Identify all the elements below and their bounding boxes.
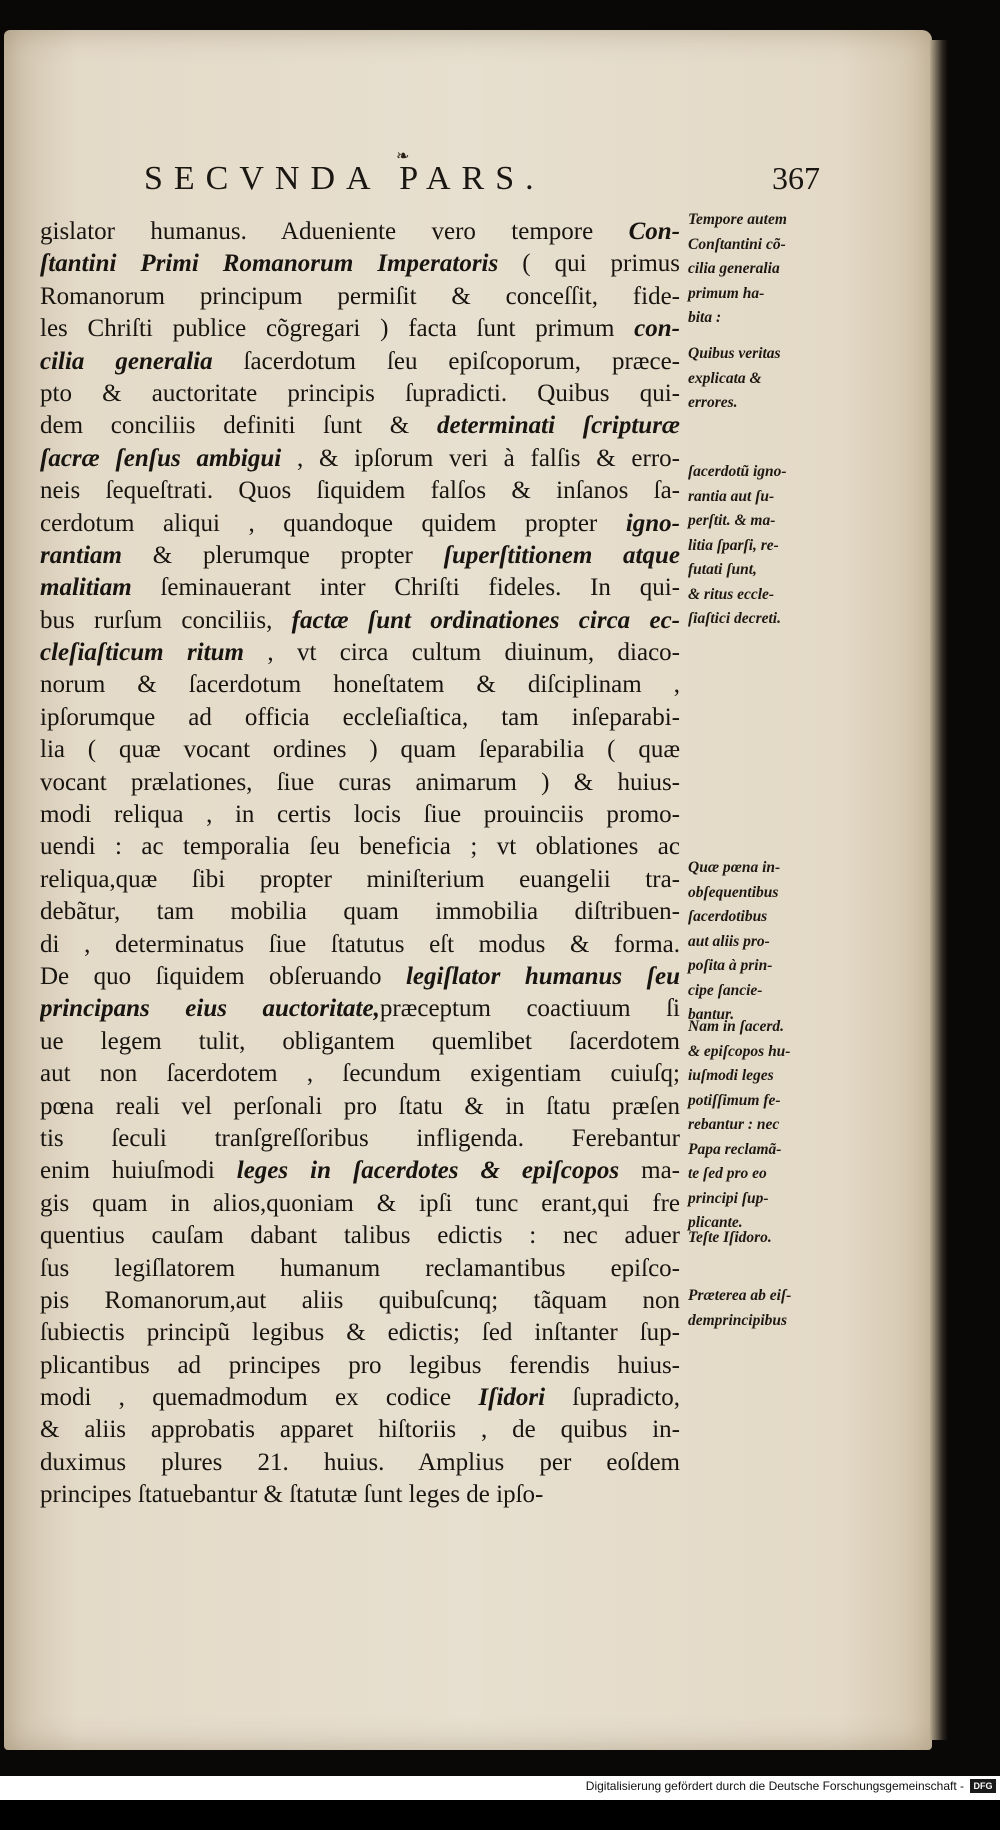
text-segment: tis ſeculi tranſgreſſoribus infligenda. Ferebantur [40, 1124, 680, 1152]
italic-segment: legiſlator humanus ſeu [405, 962, 680, 990]
margin-note-line: & ritus eccle- [688, 585, 775, 603]
dfg-logo: DFG [970, 1779, 996, 1793]
text-segment: bus rurſum conciliis, [40, 606, 292, 634]
text-segment: ue legem tulit, obligantem quemlibet ſacerdotem [40, 1027, 680, 1055]
italic-segment: ſacræ ſenſus ambigui [40, 444, 282, 472]
margin-note-line: primum ha- [688, 284, 765, 302]
ornament-mark: ❧ [396, 148, 410, 165]
text-line [40, 1058, 680, 1090]
italic-segment: cleſiaſticum ritum [40, 639, 244, 667]
italic-segment: igno- [625, 509, 680, 537]
margin-note-line: Quibus veritas [688, 345, 781, 362]
running-title: SECVNDA PARS. [144, 160, 545, 197]
margin-note-line: bantur. [688, 1006, 735, 1023]
italic-segment: Iſidori [478, 1384, 546, 1412]
text-segment: dem conciliis definiti ſunt & [40, 412, 437, 440]
margin-note-line: cipe ſancie- [688, 981, 763, 999]
text-line [40, 540, 680, 572]
margin-note-line: iuſmodi leges [688, 1067, 774, 1084]
page-number: 367 [772, 160, 820, 196]
margin-note-line: plicante. [688, 1214, 743, 1231]
text-line [40, 1447, 680, 1479]
margin-note-line: Papa reclamã- [688, 1140, 782, 1158]
italic-segment: factæ ſunt ordinationes circa ec- [291, 606, 680, 634]
text-segment: plicantibus ad principes pro legibus ferendis huius- [40, 1351, 680, 1379]
text-segment: lia ( quæ vocant ordines ) quam ſeparabilia ( quæ [40, 736, 680, 764]
text-segment: ( qui primus [498, 250, 680, 278]
text-segment: norum & ſacerdotum honeſtatem & diſciplinam , [40, 671, 680, 699]
margin-note-line: ſiaſtici decreti. [688, 610, 781, 627]
italic-segment: determinati ſcripturæ [436, 412, 680, 440]
text-line [40, 799, 680, 831]
text-line [40, 637, 680, 669]
italic-segment: ſuperſtitionem atque [443, 541, 680, 569]
text-line [40, 767, 680, 799]
text-segment: ſacerdotum ſeu epiſcoporum, præce- [212, 347, 680, 375]
text-segment: pis Romanorum,aut aliis quibuſcunq; tãquam non [40, 1286, 680, 1314]
italic-segment: cilia generalia [40, 347, 213, 375]
body-text [40, 216, 680, 1512]
text-segment: gislator humanus. Adueniente vero tempore [40, 218, 629, 245]
margin-note [688, 1015, 858, 1236]
text-line [40, 702, 680, 734]
text-segment: ipſorumque ad officia eccleſiaſtica, tam inſeparabi- [40, 703, 680, 731]
text-segment: enim huiuſmodi [40, 1157, 237, 1185]
text-line [40, 605, 680, 637]
italic-segment: con- [634, 315, 680, 343]
margin-note-line: rebantur : nec [688, 1116, 780, 1133]
text-line [40, 1123, 680, 1155]
text-line [40, 1317, 680, 1349]
margin-note-line: obſequentibus [688, 883, 779, 901]
text-segment: duximus plures 21. huius. Amplius per eoſdem [40, 1448, 680, 1476]
margin-note-line: Teſte Iſidoro. [688, 1229, 772, 1246]
italic-segment: rantiam [40, 541, 122, 569]
margin-note-line: te ſed pro eo [688, 1165, 767, 1182]
text-segment: , vt circa cultum diuinum, diaco- [243, 639, 680, 667]
text-line [40, 1414, 680, 1446]
margin-note-line: poſita à prin- [688, 957, 773, 974]
margin-note [688, 1226, 858, 1251]
text-line [40, 993, 680, 1025]
margin-note [688, 342, 858, 416]
margin-note-line: ſacerdotibus [688, 908, 768, 925]
margin-note-line: demprincipibus [688, 1311, 788, 1329]
text-line [40, 961, 680, 993]
margin-notes [688, 30, 928, 1830]
book-page [4, 30, 932, 1750]
margin-note [688, 1284, 858, 1333]
margin-note-line: Nam in ſacerd. [688, 1018, 785, 1035]
margin-note-line: aut aliis pro- [688, 932, 770, 950]
margin-note [688, 856, 858, 1028]
text-segment: reliqua,quæ ſibi propter miniſterium euangelii tra- [40, 865, 680, 893]
text-segment: pto & auctoritate principis ſupradicti. Quibus qui- [40, 379, 680, 407]
text-segment: neis ſequeſtrati. Quos ſiquidem falſos & inſanos ſa- [40, 477, 680, 505]
text-segment: quentius cauſam dabant talibus edictis : nec aduer [40, 1222, 680, 1250]
margin-note-line: ſacerdotũ igno- [688, 463, 787, 480]
digitization-footer [0, 1776, 1000, 1800]
text-line [40, 1350, 680, 1382]
margin-note-line: futati ſunt, [688, 561, 757, 578]
text-line [40, 508, 680, 540]
text-segment: principes ſtatuebantur & ſtatutæ ſunt leges de ipſo- [40, 1481, 544, 1509]
italic-segment: principans eius auctoritate, [40, 995, 380, 1023]
margin-note [688, 208, 858, 331]
text-line [40, 1382, 680, 1414]
text-line [40, 1155, 680, 1187]
italic-segment: ſtantini Primi Romanorum Imperatoris [40, 250, 499, 278]
text-segment: cerdotum aliqui , quandoque quidem propter [40, 509, 626, 537]
text-segment: gis quam in alios,quoniam & ipſi tunc erant,qui fre [40, 1189, 680, 1217]
text-line [40, 831, 680, 863]
margin-note-line: Quæ pœna in- [688, 859, 781, 876]
text-line [40, 1479, 680, 1511]
text-segment: De quo ſiquidem obſeruando [40, 962, 406, 990]
funding-credit: Digitalisierung gefördert durch die Deutsche Forschungsgemeinschaft - [585, 1779, 964, 1793]
text-line [40, 281, 680, 313]
text-segment: les Chriſti publice cõgregari ) facta ſunt primum [40, 315, 635, 343]
text-line [40, 572, 680, 604]
text-line [40, 443, 680, 475]
page-edge [930, 40, 948, 1740]
text-segment: debãtur, tam mobilia quam immobilia diſtribuen- [40, 898, 680, 926]
italic-segment: leges in ſacerdotes & epiſcopos [236, 1157, 620, 1185]
text-segment: modi reliqua , in certis locis ſiue prouinciis promo- [40, 801, 680, 829]
margin-note-line: Conſtantini cõ- [688, 235, 786, 253]
text-line [40, 1188, 680, 1220]
text-segment: præceptum coactiuum ſi [379, 995, 680, 1023]
text-line [40, 929, 680, 961]
margin-note-line: explicata & [688, 369, 762, 387]
margin-note-line: rantia aut ſu- [688, 487, 775, 505]
text-segment: aut non ſacerdotem , ſecundum exigentiam cuiuſq; [40, 1060, 680, 1088]
text-segment: , & ipſorum veri à falſis & erro- [281, 444, 680, 472]
text-line [40, 734, 680, 766]
margin-note-line: litia ſparſi, re- [688, 536, 779, 554]
text-line [40, 1253, 680, 1285]
text-line [40, 248, 680, 280]
text-segment: ſupradicto, [545, 1384, 680, 1412]
text-line [40, 1220, 680, 1252]
text-segment: di , determinatus ſiue ſtatutus eſt modus & forma. [40, 930, 680, 958]
margin-note [688, 460, 858, 632]
text-segment: Romanorum principum permiſit & conceſſit, fide- [40, 282, 680, 310]
text-line [40, 1285, 680, 1317]
italic-segment: Con- [628, 218, 680, 245]
text-line [40, 346, 680, 378]
text-segment: ſus legiſlatorem humanum reclamantibus epiſco- [40, 1254, 680, 1282]
text-line [40, 1026, 680, 1058]
margin-note-line: cilia generalia [688, 260, 780, 277]
text-segment: pœna reali vel perſonali pro ſtatu & in ſtatu præſen [40, 1092, 680, 1120]
text-segment: ſeminauerant inter Chriſti fideles. In qui- [131, 574, 680, 602]
text-line [40, 216, 680, 248]
italic-segment: malitiam [40, 574, 132, 602]
margin-note-line: principi ſup- [688, 1189, 769, 1207]
margin-note-line: perſtit. & ma- [688, 512, 776, 529]
margin-note-line: bita : [688, 309, 722, 326]
text-segment: modi , quemadmodum ex codice [40, 1384, 479, 1412]
text-segment: uendi : ac temporalia ſeu beneficia ; vt oblationes ac [40, 833, 680, 861]
margin-note-line: & epiſcopos hu- [688, 1042, 791, 1060]
text-line [40, 410, 680, 442]
text-line [40, 864, 680, 896]
text-line [40, 896, 680, 928]
text-line [40, 1091, 680, 1123]
margin-note-line: Tempore autem [688, 211, 787, 228]
text-segment: ſubiectis principũ legibus & edictis; ſed inſtanter ſup- [40, 1319, 680, 1347]
text-line [40, 313, 680, 345]
margin-note-line: potiſſimum fe- [688, 1091, 781, 1109]
text-line [40, 475, 680, 507]
margin-note-line: errores. [688, 394, 738, 411]
margin-note-line: Præterea ab eiſ- [688, 1287, 792, 1304]
text-segment: & aliis approbatis apparet hiſtoriis , de quibus in- [40, 1416, 680, 1444]
text-segment: vocant prælationes, ſiue curas animarum ) & huius- [40, 768, 680, 796]
text-segment: ma- [619, 1157, 680, 1185]
text-segment: & plerumque propter [121, 541, 444, 569]
text-line [40, 669, 680, 701]
text-line [40, 378, 680, 410]
